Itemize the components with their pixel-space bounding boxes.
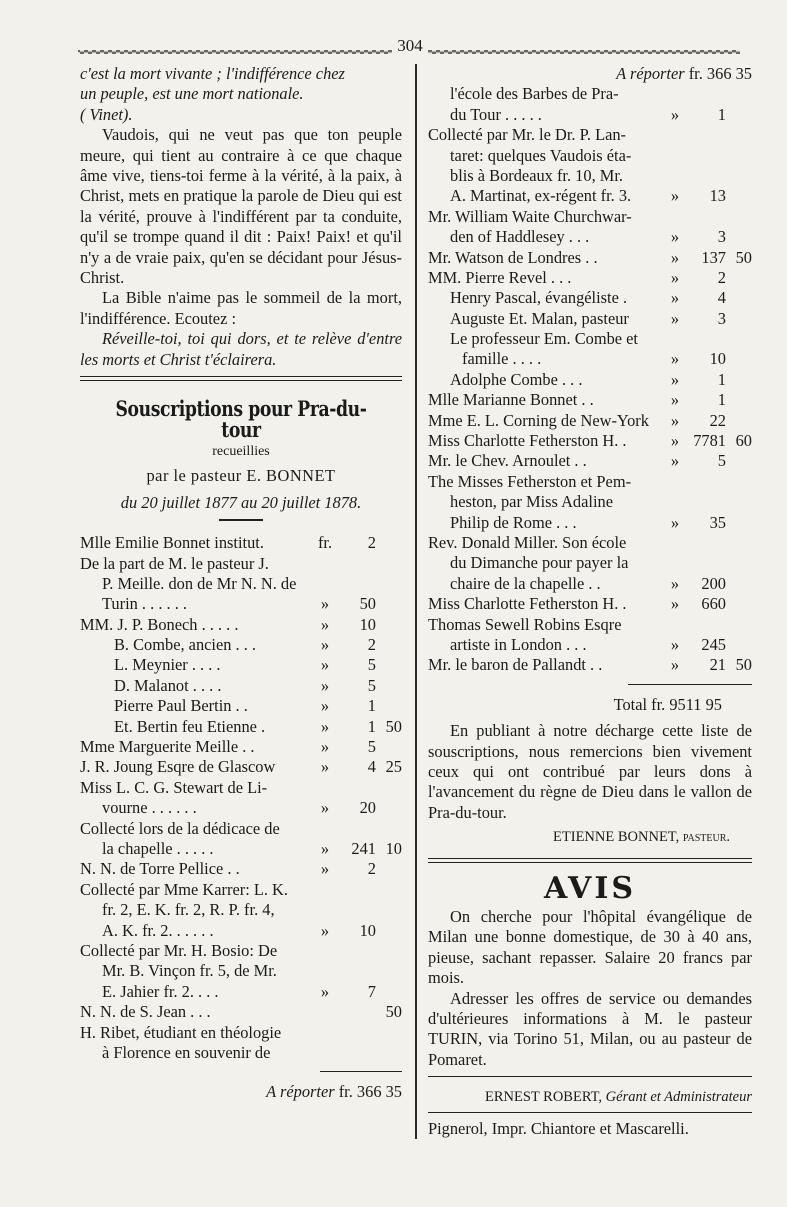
amount-centimes: 50 bbox=[735, 247, 752, 267]
ditto-mark: » bbox=[320, 675, 330, 695]
paragraph-bible: La Bible n'aime pas le sommeil de la mort, l'indifférence. Ecoutez : bbox=[80, 288, 402, 328]
subscription-row bbox=[80, 1023, 402, 1043]
subscriber-name: Miss Charlotte Fetherston H. . bbox=[428, 431, 627, 451]
ditto-mark: » bbox=[320, 859, 330, 879]
subscriber-name: L. Meynier . . . . bbox=[114, 655, 221, 675]
subscriber-name: Mme Marguerite Meille . . bbox=[80, 737, 255, 757]
subscriber-name: vourne . . . . . . bbox=[102, 798, 197, 818]
ditto-mark: » bbox=[320, 981, 330, 1001]
subscription-row bbox=[428, 349, 752, 369]
subscription-row bbox=[428, 451, 752, 471]
subscriber-name: taret: quelques Vaudois éta- bbox=[450, 145, 632, 165]
amount-francs: 7781 bbox=[693, 431, 726, 451]
subscriber-name: Adolphe Combe . . . bbox=[450, 369, 583, 389]
carry-in bbox=[428, 64, 752, 84]
amount-francs: 660 bbox=[701, 594, 726, 614]
ditto-mark: » bbox=[670, 410, 680, 430]
subscriber-name: Mr. le baron de Pallandt . . bbox=[428, 655, 603, 675]
subscription-row bbox=[428, 390, 752, 410]
left-column bbox=[80, 64, 402, 1103]
subscription-row bbox=[428, 655, 752, 675]
subscription-row bbox=[80, 880, 402, 900]
ditto-mark: » bbox=[670, 634, 680, 654]
amount-francs: 10 bbox=[359, 614, 376, 634]
subscription-row bbox=[80, 859, 402, 879]
subscriber-name: Turin . . . . . . bbox=[102, 594, 188, 614]
carry-forward-left bbox=[80, 1082, 402, 1102]
ditto-mark: » bbox=[320, 838, 330, 858]
subscription-row bbox=[80, 655, 402, 675]
subscriber-name: N. N. de S. Jean . . . bbox=[80, 1002, 211, 1022]
avis-paragraph-2: Adresser les offres de service ou demandes d'ultérieures informations à M. le pasteur TURIN, via Torino 51, Milan, ou au pasteur de Pomaret. bbox=[428, 988, 752, 1069]
subscription-row bbox=[428, 309, 752, 329]
right-subscription-list bbox=[428, 84, 752, 675]
subscription-row bbox=[80, 982, 402, 1002]
amount-francs: 10 bbox=[709, 349, 726, 369]
subscriber-name: E. Jahier fr. 2. . . . bbox=[102, 981, 219, 1001]
ditto-mark: » bbox=[670, 451, 680, 471]
amount-centimes: 25 bbox=[385, 757, 402, 777]
ditto-mark: » bbox=[320, 655, 330, 675]
amount-francs: 2 bbox=[717, 267, 726, 287]
subscription-row bbox=[80, 696, 402, 716]
subscription-row bbox=[428, 84, 752, 104]
ditto-mark: » bbox=[670, 512, 680, 532]
ditto-mark: » bbox=[670, 655, 680, 675]
printer-rule bbox=[428, 1112, 752, 1113]
subscriber-name: Collecté par Mr. le Dr. P. Lan- bbox=[428, 125, 627, 145]
subscriber-name: Mr. William Waite Churchwar- bbox=[428, 206, 632, 226]
subscription-row bbox=[428, 553, 752, 573]
subscription-row bbox=[428, 615, 752, 635]
ditto-mark: » bbox=[670, 431, 680, 451]
subscription-row bbox=[80, 798, 402, 818]
subscriber-name: Mr. le Chev. Arnoulet . . bbox=[428, 451, 587, 471]
subscriber-name: D. Malanot . . . . bbox=[114, 675, 222, 695]
subscriber-name: Mlle Emilie Bonnet institut. bbox=[80, 533, 264, 553]
vinet-quote bbox=[80, 64, 402, 125]
subscription-row bbox=[428, 146, 752, 166]
amount-francs: 200 bbox=[701, 573, 726, 593]
carry-rule bbox=[320, 1071, 402, 1072]
subscriber-name: famille . . . . bbox=[462, 349, 542, 369]
amount-francs: 35 bbox=[709, 512, 726, 532]
subscription-row bbox=[428, 472, 752, 492]
paragraph-vaudois: Vaudois, qui ne veut pas que ton peuple meure, qui tient au contraire à ce que chaque âme vive, tiens-toi ferme à la vérité, à la paix, à Christ, mets en pratique la parole de Dieu qui est la vérité, prouve à l'indifférent par ta conduite, qu'il se trompe quand il dit : Paix! Paix! et qu'il n'y a de vraie paix, qu'en se décidant pour Jésus-Christ. bbox=[80, 125, 402, 288]
amount-francs: 1 bbox=[367, 696, 376, 716]
ditto-mark: » bbox=[320, 737, 330, 757]
subscriber-name: Mr. B. Vinçon fr. 5, de Mr. bbox=[102, 961, 277, 981]
amount-centimes: 50 bbox=[385, 1002, 402, 1022]
subscription-row bbox=[80, 594, 402, 614]
section-rule bbox=[80, 376, 402, 381]
amount-francs: 5 bbox=[367, 675, 376, 695]
ditto-mark: » bbox=[320, 696, 330, 716]
subscriptions-heading: Souscriptions pour Pra-du-tour bbox=[115, 396, 367, 442]
subscription-row bbox=[80, 635, 402, 655]
subscriber-name: A. K. fr. 2. . . . . . bbox=[102, 920, 214, 940]
carry-forward-value: fr. 366 35 bbox=[338, 1082, 402, 1102]
avis-rule bbox=[428, 858, 752, 863]
subscription-row bbox=[428, 288, 752, 308]
ditto-mark: » bbox=[320, 798, 330, 818]
subscriber-name: P. Meille. don de Mr N. N. de bbox=[102, 573, 297, 593]
amount-francs: 50 bbox=[359, 594, 376, 614]
subscription-row bbox=[80, 941, 402, 961]
ditto-mark: » bbox=[320, 920, 330, 940]
amount-francs: 10 bbox=[359, 920, 376, 940]
subscription-row bbox=[428, 635, 752, 655]
amount-francs: 21 bbox=[709, 655, 726, 675]
thanks-paragraph: En publiant à notre décharge cette liste de souscriptions, nous remercions bien vivement ceux qui ont contribué par leurs dons à l'avancement du règne de Dieu dans le vallon de Pra-du-tour. bbox=[428, 721, 752, 822]
subscription-row bbox=[80, 737, 402, 757]
subscriber-name: Collecté par Mme Karrer: L. K. bbox=[80, 879, 288, 899]
ditto-mark: » bbox=[320, 757, 330, 777]
subscriber-name: Et. Bertin feu Etienne . bbox=[114, 716, 266, 736]
page-number: 304 bbox=[392, 36, 428, 56]
amount-francs: 1 bbox=[367, 716, 376, 736]
subscription-row bbox=[80, 615, 402, 635]
amount-centimes: 10 bbox=[385, 838, 402, 858]
subscriber-name: Mr. Watson de Londres . . bbox=[428, 247, 598, 267]
subscriber-name: den of Haddlesey . . . bbox=[450, 227, 590, 247]
amount-francs: 2 bbox=[367, 635, 376, 655]
subscriber-name: Collecté lors de la dédicace de bbox=[80, 818, 280, 838]
printer-line: Pignerol, Impr. Chiantore et Mascarelli. bbox=[428, 1118, 689, 1138]
amount-centimes: 50 bbox=[735, 655, 752, 675]
subscription-row bbox=[428, 513, 752, 533]
ditto-mark: » bbox=[320, 594, 330, 614]
short-rule bbox=[219, 519, 263, 521]
ditto-mark: » bbox=[670, 349, 680, 369]
collector-line: par le pasteur E. BONNET bbox=[146, 466, 336, 486]
subscription-row bbox=[80, 574, 402, 594]
ditto-mark: » bbox=[670, 573, 680, 593]
subscription-row bbox=[428, 431, 752, 451]
subscriber-name: Miss L. C. G. Stewart de Li- bbox=[80, 777, 268, 797]
subscriber-name: du Dimanche pour payer la bbox=[450, 553, 629, 573]
quote-line-1: c'est la mort vivante ; l'indifférence chez bbox=[80, 64, 345, 83]
subscription-row bbox=[428, 492, 752, 512]
subscriber-name: H. Ribet, étudiant en théologie bbox=[80, 1022, 282, 1042]
ditto-mark: » bbox=[320, 716, 330, 736]
amount-francs: 3 bbox=[717, 227, 726, 247]
credit-rule bbox=[428, 1076, 752, 1077]
credit-name: ERNEST ROBERT, bbox=[485, 1089, 603, 1106]
amount-centimes: 50 bbox=[385, 716, 402, 736]
subscriptions-subheading: recueillies bbox=[212, 443, 270, 459]
amount-centimes: 60 bbox=[735, 431, 752, 451]
total-amount: Total fr. 9511 95 bbox=[613, 694, 722, 714]
subscription-row bbox=[80, 839, 402, 859]
subscriber-name: The Misses Fetherston et Pem- bbox=[428, 471, 632, 491]
subscription-row bbox=[80, 717, 402, 737]
subscription-row bbox=[80, 819, 402, 839]
subscription-row bbox=[428, 207, 752, 227]
ditto-mark: » bbox=[670, 267, 680, 287]
signature: ETIENNE BONNET, pasteur. bbox=[553, 829, 730, 846]
left-subscription-list bbox=[80, 533, 402, 1063]
credit-line bbox=[428, 1087, 752, 1107]
subscription-row bbox=[80, 757, 402, 777]
subscriber-name: l'école des Barbes de Pra- bbox=[450, 84, 619, 104]
subscriber-name: A. Martinat, ex-régent fr. 3. bbox=[450, 186, 632, 206]
subscriber-name: Henry Pascal, évangéliste . bbox=[450, 288, 628, 308]
amount-francs: 5 bbox=[367, 655, 376, 675]
ditto-mark: » bbox=[670, 369, 680, 389]
subscription-row bbox=[80, 1002, 402, 1022]
subscriber-name: Miss Charlotte Fetherston H. . bbox=[428, 594, 627, 614]
amount-francs: 5 bbox=[717, 451, 726, 471]
subscription-row bbox=[80, 676, 402, 696]
subscriber-name: fr. 2, E. K. fr. 2, R. P. fr. 4, bbox=[102, 900, 275, 920]
subscription-row bbox=[80, 554, 402, 574]
subscriber-name: MM. Pierre Revel . . . bbox=[428, 267, 572, 287]
subscriber-name: du Tour . . . . . bbox=[450, 104, 542, 124]
subscriber-name: Thomas Sewell Robins Esqre bbox=[428, 614, 622, 634]
ditto-mark: fr. bbox=[317, 533, 333, 553]
ditto-mark: » bbox=[670, 104, 680, 124]
avis-title: AVIS bbox=[543, 870, 637, 906]
amount-francs: 1 bbox=[717, 104, 726, 124]
subscription-row bbox=[428, 166, 752, 186]
subscription-row bbox=[428, 594, 752, 614]
subscriber-name: Le professeur Em. Combe et bbox=[450, 329, 638, 349]
amount-francs: 1 bbox=[717, 390, 726, 410]
subscriber-name: artiste in London . . . bbox=[450, 634, 587, 654]
column-divider bbox=[415, 64, 417, 1139]
amount-francs: 7 bbox=[367, 981, 376, 1001]
amount-francs: 5 bbox=[367, 737, 376, 757]
amount-francs: 245 bbox=[701, 634, 726, 654]
credit-role: Gérant et Administrateur bbox=[605, 1089, 752, 1106]
amount-francs: 1 bbox=[717, 369, 726, 389]
amount-francs: 3 bbox=[717, 308, 726, 328]
subscriber-name: Pierre Paul Bertin . . bbox=[114, 696, 248, 716]
subscription-row bbox=[428, 268, 752, 288]
amount-francs: 4 bbox=[717, 288, 726, 308]
subscription-row bbox=[428, 370, 752, 390]
subscription-row bbox=[428, 125, 752, 145]
subscriber-name: heston, par Miss Adaline bbox=[450, 492, 613, 512]
subscriber-name: Rev. Donald Miller. Son école bbox=[428, 533, 627, 552]
subscription-row bbox=[80, 900, 402, 920]
carry-in-label: A réporter bbox=[616, 64, 685, 83]
amount-francs: 241 bbox=[351, 838, 376, 858]
amount-francs: 4 bbox=[367, 757, 376, 777]
subscription-row bbox=[428, 186, 752, 206]
subscription-row bbox=[428, 248, 752, 268]
amount-francs: 2 bbox=[367, 859, 376, 879]
subscription-row bbox=[80, 961, 402, 981]
amount-francs: 13 bbox=[709, 186, 726, 206]
subscriber-name: Auguste Et. Malan, pasteur bbox=[450, 308, 629, 328]
subscriber-name: MM. J. P. Bonech . . . . . bbox=[80, 614, 239, 634]
carry-in-value: fr. 366 35 bbox=[688, 64, 752, 83]
subscription-row bbox=[428, 227, 752, 247]
ditto-mark: » bbox=[320, 614, 330, 634]
subscriber-name: Philip de Rome . . . bbox=[450, 512, 577, 532]
subscription-row bbox=[80, 1043, 402, 1063]
subscriber-name: De la part de M. le pasteur J. bbox=[80, 553, 269, 573]
subscription-row bbox=[428, 533, 752, 553]
quote-line-2: un peuple, est une mort nationale. bbox=[80, 84, 304, 104]
amount-francs: 137 bbox=[701, 247, 726, 267]
subscription-row bbox=[428, 105, 752, 125]
amount-francs: 2 bbox=[367, 533, 376, 553]
total-rule bbox=[628, 684, 752, 685]
ditto-mark: » bbox=[670, 594, 680, 614]
subscription-row bbox=[80, 921, 402, 941]
subscriber-name: Collecté par Mr. H. Bosio: De bbox=[80, 940, 278, 960]
subscription-row bbox=[428, 329, 752, 349]
subscriber-name: à Florence en souvenir de bbox=[102, 1042, 271, 1062]
amount-francs: 20 bbox=[359, 798, 376, 818]
ditto-mark: » bbox=[670, 227, 680, 247]
subscriber-name: N. N. de Torre Pellice . . bbox=[80, 859, 240, 879]
ditto-mark: » bbox=[670, 186, 680, 206]
subscriber-name: Mme E. L. Corning de New-York bbox=[428, 410, 649, 430]
subscription-row bbox=[428, 574, 752, 594]
paragraph-reveille: Réveille-toi, toi qui dors, et te relève d'entre les morts et Christ t'éclairera. bbox=[80, 329, 402, 369]
subscriber-name: B. Combe, ancien . . . bbox=[114, 635, 257, 655]
right-column bbox=[428, 64, 752, 1139]
subscription-row bbox=[80, 778, 402, 798]
subscription-row bbox=[80, 533, 402, 553]
ditto-mark: » bbox=[320, 635, 330, 655]
subscription-row bbox=[428, 411, 752, 431]
ditto-mark: » bbox=[670, 390, 680, 410]
ditto-mark: » bbox=[670, 288, 680, 308]
subscriber-name: J. R. Joung Esqre de Glascow bbox=[80, 757, 276, 777]
amount-francs: 22 bbox=[709, 410, 726, 430]
ditto-mark: » bbox=[670, 308, 680, 328]
avis-paragraph-1: On cherche pour l'hôpital évangélique de Milan une bonne domestique, de 30 à 40 ans, pieuse, sachant repasser. Salaire 20 francs par mois. bbox=[428, 906, 752, 988]
date-range: du 20 juillet 1877 au 20 juillet 1878. bbox=[120, 492, 362, 512]
subscriber-name: blis à Bordeaux fr. 10, Mr. bbox=[450, 165, 623, 185]
ditto-mark: » bbox=[670, 247, 680, 267]
carry-forward-label: A réporter bbox=[266, 1082, 335, 1102]
quote-line-3: ( Vinet). bbox=[80, 104, 133, 124]
subscriber-name: Mlle Marianne Bonnet . . bbox=[428, 390, 594, 410]
subscriber-name: la chapelle . . . . . bbox=[102, 838, 214, 858]
subscriber-name: chaire de la chapelle . . bbox=[450, 573, 601, 593]
